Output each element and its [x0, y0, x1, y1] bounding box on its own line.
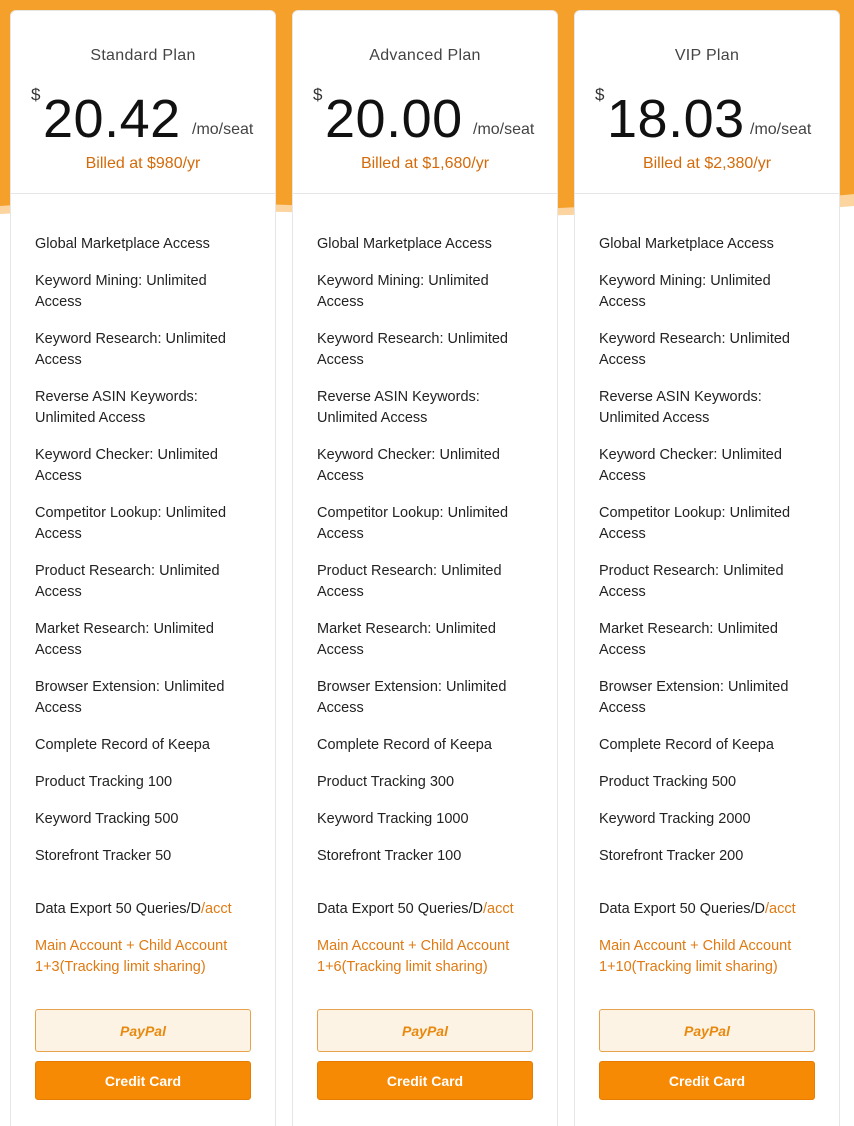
data-export-suffix: /acct — [201, 901, 232, 917]
feature-item: Product Tracking 100 — [35, 774, 173, 790]
paypal-logo-text: PayPal — [120, 1022, 166, 1039]
data-export-text: Data Export 50 Queries/D — [599, 901, 766, 917]
plan-name: Advanced Plan — [369, 47, 481, 64]
billed-amount: Billed at $2,380/yr — [642, 155, 772, 172]
feature-item: Keyword Checker: Unlimited Access — [35, 447, 218, 484]
credit-card-label: Credit Card — [104, 1072, 182, 1089]
account-sharing-item: Main Account + Child Account 1+6(Tracking limit sharing) — [317, 938, 510, 975]
plan-header — [575, 11, 839, 194]
billed-amount: Billed at $1,680/yr — [360, 155, 490, 172]
data-export-item — [599, 899, 819, 920]
data-export-item — [35, 899, 255, 920]
price-amount: 20.42 — [43, 89, 181, 149]
credit-card-button[interactable] — [317, 1061, 533, 1100]
feature-item: Complete Record of Keepa — [35, 737, 210, 753]
price-unit: /mo/seat — [473, 121, 535, 138]
feature-item: Reverse ASIN Keywords: Unlimited Access — [35, 389, 198, 426]
feature-item: Market Research: Unlimited Access — [599, 621, 778, 658]
pricing-cards — [10, 10, 842, 1126]
feature-item: Storefront Tracker 100 — [317, 848, 462, 864]
feature-item: Product Tracking 500 — [599, 774, 737, 790]
plan-card-advanced — [292, 10, 558, 1126]
feature-item: Product Research: Unlimited Access — [35, 563, 220, 600]
feature-item: Keyword Checker: Unlimited Access — [317, 447, 500, 484]
feature-item: Keyword Research: Unlimited Access — [35, 331, 226, 368]
credit-card-button[interactable] — [35, 1061, 251, 1100]
feature-item: Browser Extension: Unlimited Access — [599, 679, 789, 716]
credit-card-button[interactable] — [599, 1061, 815, 1100]
feature-item: Global Marketplace Access — [35, 236, 210, 252]
plan-name: Standard Plan — [90, 47, 196, 64]
feature-item: Competitor Lookup: Unlimited Access — [317, 505, 509, 542]
paypal-button[interactable] — [599, 1009, 815, 1052]
credit-card-label: Credit Card — [386, 1072, 464, 1089]
feature-item: Keyword Tracking 1000 — [317, 811, 469, 827]
plan-header — [293, 11, 557, 194]
feature-item: Keyword Research: Unlimited Access — [599, 331, 790, 368]
feature-item: Market Research: Unlimited Access — [35, 621, 214, 658]
credit-card-label: Credit Card — [668, 1072, 746, 1089]
feature-item: Complete Record of Keepa — [599, 737, 774, 753]
plan-card-standard — [10, 10, 276, 1126]
feature-item: Storefront Tracker 50 — [35, 848, 172, 864]
data-export-suffix: /acct — [483, 901, 514, 917]
data-export-text: Data Export 50 Queries/D — [35, 901, 202, 917]
feature-item: Product Tracking 300 — [317, 774, 455, 790]
plan-name: VIP Plan — [674, 47, 740, 64]
feature-item: Storefront Tracker 200 — [599, 848, 744, 864]
feature-item: Keyword Mining: Unlimited Access — [317, 273, 489, 310]
feature-item: Browser Extension: Unlimited Access — [35, 679, 225, 716]
currency-symbol: $ — [313, 85, 323, 104]
feature-item: Product Research: Unlimited Access — [317, 563, 502, 600]
feature-item: Keyword Mining: Unlimited Access — [599, 273, 771, 310]
feature-item: Market Research: Unlimited Access — [317, 621, 496, 658]
feature-item: Keyword Tracking 500 — [35, 811, 179, 827]
feature-item: Complete Record of Keepa — [317, 737, 492, 753]
currency-symbol: $ — [31, 85, 41, 104]
feature-item: Browser Extension: Unlimited Access — [317, 679, 507, 716]
plan-header — [11, 11, 275, 194]
price-unit: /mo/seat — [750, 121, 812, 138]
paypal-button[interactable] — [35, 1009, 251, 1052]
feature-item: Keyword Mining: Unlimited Access — [35, 273, 207, 310]
paypal-button[interactable] — [317, 1009, 533, 1052]
data-export-text: Data Export 50 Queries/D — [317, 901, 484, 917]
price-amount: 20.00 — [325, 89, 463, 149]
feature-item: Reverse ASIN Keywords: Unlimited Access — [317, 389, 480, 426]
billed-amount: Billed at $980/yr — [85, 155, 201, 172]
feature-item: Competitor Lookup: Unlimited Access — [35, 505, 227, 542]
feature-item: Competitor Lookup: Unlimited Access — [599, 505, 791, 542]
price-row — [31, 85, 271, 155]
feature-item: Keyword Tracking 2000 — [599, 811, 751, 827]
feature-item: Global Marketplace Access — [599, 236, 774, 252]
paypal-logo-text: PayPal — [684, 1022, 730, 1039]
account-sharing-item: Main Account + Child Account 1+3(Tracking limit sharing) — [35, 938, 228, 975]
feature-item: Keyword Checker: Unlimited Access — [599, 447, 782, 484]
price-unit: /mo/seat — [192, 121, 254, 138]
data-export-item — [317, 899, 537, 920]
feature-item: Reverse ASIN Keywords: Unlimited Access — [599, 389, 762, 426]
account-sharing-item: Main Account + Child Account 1+10(Tracking limit sharing) — [599, 938, 792, 975]
price-row — [313, 85, 553, 155]
feature-item: Product Research: Unlimited Access — [599, 563, 784, 600]
data-export-suffix: /acct — [765, 901, 796, 917]
price-row — [595, 85, 835, 155]
paypal-logo-text: PayPal — [402, 1022, 448, 1039]
feature-item: Global Marketplace Access — [317, 236, 492, 252]
currency-symbol: $ — [595, 85, 605, 104]
plan-card-vip — [574, 10, 840, 1126]
price-amount: 18.03 — [607, 89, 745, 149]
feature-item: Keyword Research: Unlimited Access — [317, 331, 508, 368]
